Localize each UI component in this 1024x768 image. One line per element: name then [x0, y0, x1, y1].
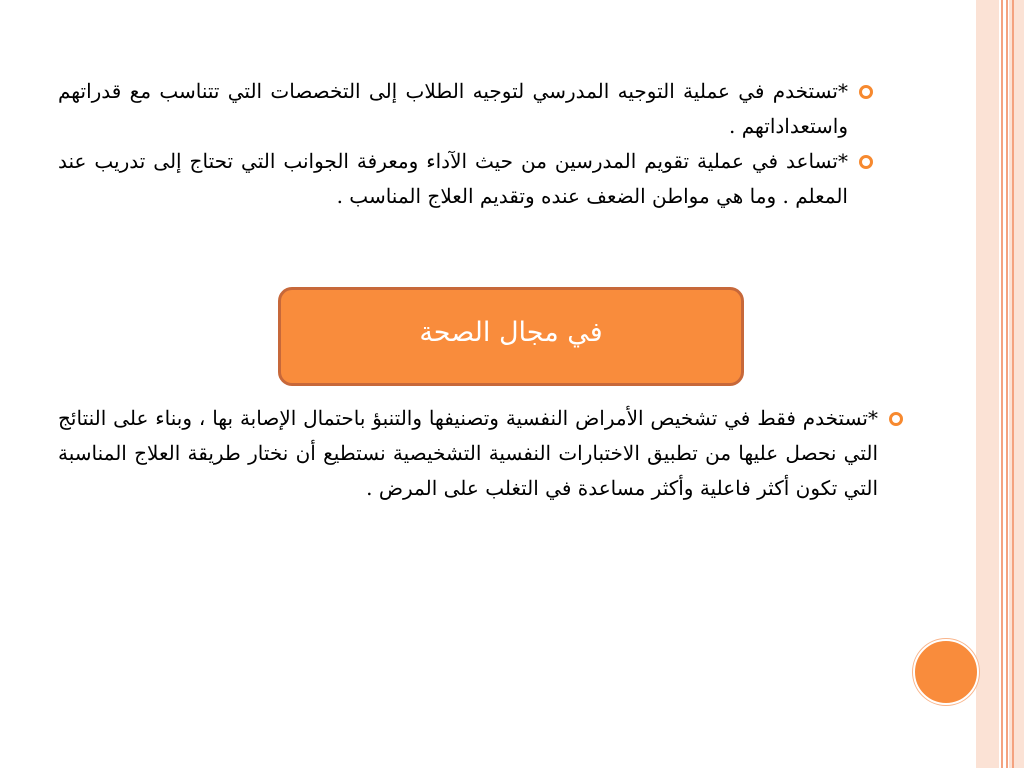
edge-stripe-line [1001, 0, 1003, 768]
bullet-item [58, 401, 908, 506]
decorative-circle [913, 639, 979, 705]
bullet-item [58, 74, 878, 144]
edge-stripe-line [1012, 0, 1014, 768]
bullet-text: *تساعد في عملية تقويم المدرسين من حيث الآداء ومعرفة الجوانب التي تحتاج إلى تدريب عند المعلم . وما هي مواطن الضعف عنده وتقديم العلاج المناسب . [58, 149, 848, 208]
bullet-text: *تستخدم فقط في تشخيص الأمراض النفسية وتصنيفها والتنبؤ باحتمال الإصابة بها ، وبناء على النتائج التي نحصل عليها من تطبيق الاختبارات النفسية التشخيصية نستطيع أن نختار طريقة العلاج المناسبة التي تكون أكثر فاعلية وأكثر مساعدة في التغلب على المرض . [58, 406, 878, 500]
callout-label: في مجال الصحة [419, 317, 603, 348]
bullet-ring-icon [889, 412, 903, 426]
edge-stripe [976, 0, 999, 768]
edge-stripe-line [1006, 0, 1008, 768]
section-callout-box [278, 287, 744, 386]
bullet-text: *تستخدم في عملية التوجيه المدرسي لتوجيه الطلاب إلى التخصصات التي تتناسب مع قدراتهم واستعداداتهم . [58, 79, 848, 138]
decorative-edge-stripes [976, 0, 1024, 768]
bullet-ring-icon [859, 155, 873, 169]
bullet-ring-icon [859, 85, 873, 99]
bullet-item [58, 144, 878, 214]
